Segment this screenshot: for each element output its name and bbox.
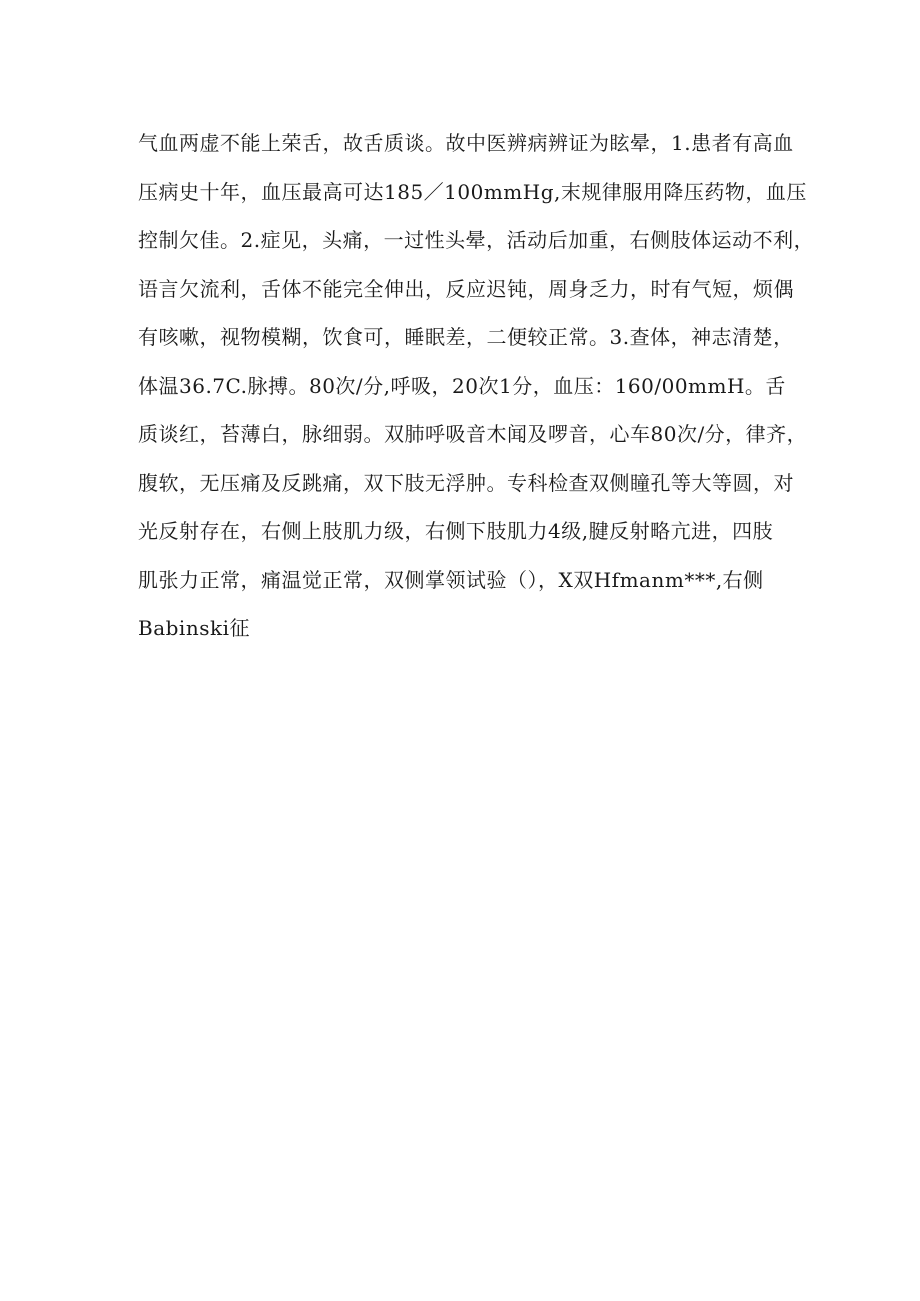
text-line: 腹软，无压痛及反跳痛，双下肢无浮肿。专科检查双侧瞳孔等大等圆，对 (138, 470, 794, 495)
text-line: 语言欠流利，舌体不能完全伸出，反应迟钝，周身乏力，时有气短，烦偶 (138, 276, 794, 301)
text-line: 光反射存在，右侧上肢肌力级，右侧下肢肌力4级,腱反射略亢进，四肢 (138, 519, 774, 543)
text-line: 有咳嗽，视物模糊，饮食可，睡眠差，二便较正常。3.查体，神志清楚， (138, 325, 794, 349)
text-line: 质谈红，苔薄白，脉细弱。双肺呼吸音木闻及啰音，心车80次/分，律齐， (138, 422, 808, 446)
text-line: 体温36.7C.脉搏。80次/分,呼吸，20次1分，血压：160/00mmH。舌 (138, 373, 786, 398)
body-paragraph (138, 124, 815, 658)
text-line: Babinski征 (138, 616, 250, 640)
text-line: 气血两虚不能上荣舌，故舌质谈。故中医辨病辨证为眩晕，1.患者有高血 (138, 131, 794, 155)
text-line: 控制欠佳。2.症见，头痛，一过性头晕，活动后加重，右侧肢体运动不利， (138, 228, 815, 252)
text-line: 肌张力正常，痛温觉正常，双侧掌领试验（），X双Hfmanm***,右侧 (138, 567, 764, 592)
text-line: 压病史十年，血压最高可达185／100mmHg,末规律服用降压药物，血压 (138, 179, 807, 204)
